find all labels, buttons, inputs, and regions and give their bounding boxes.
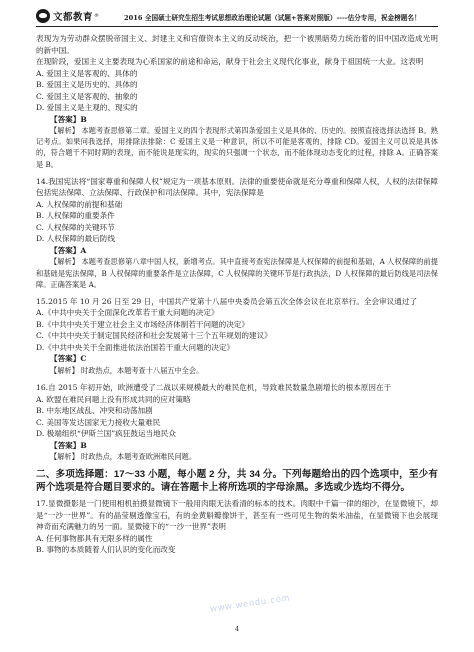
analysis: 【解析】 本题考查思修第二章。爱国主义的四个表现形式第四条爱国主义是具体的、历史的。按照直接选择法选择 B。熟记考点。如果问我选择，用排除法排除：C 爱国主义是一种意识，所以不可能是客观的，排除 CD。爱国主义可以说是具体的，符合题干不同时期的表现，而不能说是现实的，现实的只强调一个状态，而不能体现动态变化的过程，排除 A。正确答案是 B。 — [36, 126, 438, 169]
header-title: 2016 全国硕士研究生招生考试思想政治理论试题（试题+答案对照版）----估分专用，祝金榜题名！ — [124, 14, 421, 22]
question-stem: 17.显微摄影是一门使用相机拍摄显微镜下一般用肉眼无法看清的标本的技术。肉眼中千篇一律的细沙，在显微镜下，却是“一沙一世界”。有的晶莹剔透像宝石，有的金黄斛瓣像饼干，甚至有一些可见生物的柴米油盐，在显微镜下也会展现神奇而充满魅力的另一面。显微镜下的“一沙一世界”表明 — [36, 499, 438, 532]
option-a: A. 欧盟在难民问题上没有形成共同的应对策略 — [36, 394, 191, 404]
option-a: A. 爱国主义是客观的、具体的 — [36, 68, 138, 78]
logo-text: 文都教育 — [53, 12, 94, 23]
option-d: D. 极端组织“伊斯兰国”疯狂鼓运当地民众 — [36, 429, 176, 439]
option-a: A. 任何事物都具有无限多样的属性 — [36, 533, 153, 543]
question-stem: 16.自 2015 年初开始，欧洲遭受了二战以来规模最大的难民危机，导致难民数量急剧增长的根本原因在于 — [36, 383, 392, 393]
option-b: B. 中东地区战乱、冲突和动荡加剧 — [36, 406, 153, 416]
option-d: D. 人权保障的最后防线 — [36, 234, 115, 244]
page-content — [36, 33, 438, 556]
option-c: C. 人权保障的关键环节 — [36, 222, 115, 232]
question-stem: 14.我国宪法将“国家尊重和保障人权”规定为一项基本原则。法律的重要使命就是充分尊重和保障人权，人权的法律保障包括宪法保障、立法保障、行政保护和司法保障。其中，宪法保障是 — [36, 176, 438, 198]
question-stem: 15.2015 年 10 月 26 日至 29 日，中国共产党第十八届中央委员会第五次全体会议在北京举行。全会审议通过了 — [36, 296, 418, 306]
option-d: D. 爱国主义是主观的、现实的 — [36, 103, 138, 112]
option-c: C.《中共中央关于制定国民经济和社会发展第十三个五年规划的建议》 — [36, 331, 272, 341]
analysis: 【解析】 时政热点，本题考查欧洲难民问题。 — [50, 452, 197, 462]
option-d: D.《中共中央关于全面推进依法治国若干重大问题的决定》 — [36, 342, 235, 352]
question-15 — [36, 296, 438, 376]
option-b: B. 人权保障的重要条件 — [36, 211, 115, 221]
answer: 【答案】C — [50, 354, 87, 364]
option-a: A.《中共中央关于全面深化改革若干重大问题的决定》 — [36, 308, 219, 318]
option-b: B. 事物的本质随着人们认识的变化而改变 — [36, 545, 176, 555]
option-c: C. 爱国主义是客观的、抽象的 — [36, 91, 138, 101]
analysis: 【解析】 本题考查思修第八章中国人权，新增考点。其中直接考查宪法保障是人权保障的前提和基础，A 人权保障的前提和基础是宪法保障，B 人权保障的重要条件是立法保障，C 人权保障的关键环节是行政执法，D 人权保障的最后防线是司法保障。正确答案是 A。 — [36, 257, 438, 289]
wendu-logo — [36, 9, 99, 23]
page-header — [0, 0, 474, 30]
option-b: B.《中共中央关于建立社会主义市场经济体制若干问题的决定》 — [36, 319, 250, 329]
option-b: B. 爱国主义是历史的、具体的 — [36, 80, 138, 89]
answer: 【答案】B — [50, 114, 87, 124]
section-2-title: 二、多项选择题：17～33 小题，每小题 2 分，共 34 分。下列每题给出的四个选项中，至少有两个选项是符合题目要求的。请在答题卡上将所选项的字母涂黑。多选或少选均不得分。 — [36, 469, 438, 494]
analysis: 【解析】 时政热点，本题考查十八届五中全会。 — [50, 365, 204, 375]
option-c: C. 美国等发达国家无力接收大量难民 — [36, 417, 161, 427]
registered-mark: ® — [94, 13, 100, 19]
question-13-line-2: 在现阶段，爱国主义主要表现为心系国家的前途和命运，献身于社会主义现代化事业，献身于祖国统一大业。这表明 — [36, 57, 424, 66]
question-13-continued — [36, 33, 438, 170]
question-14 — [36, 176, 438, 290]
watermark: www.wendu.com — [209, 592, 291, 614]
option-a: A. 人权保障的前提和基础 — [36, 199, 123, 209]
question-16 — [36, 382, 438, 462]
page-number: 4 — [234, 625, 240, 633]
question-13-line-1: 表现为为劳动群众摆脱帝国主义、封建主义和官僚资本主义的反动统治，把一个被黑暗势力统治着的旧中国改造成光明的新中国。 — [36, 34, 438, 55]
logo-icon — [36, 9, 50, 23]
question-17 — [36, 498, 438, 556]
header-divider — [36, 26, 438, 27]
answer: 【答案】A — [50, 245, 87, 255]
answer: 【答案】B — [50, 440, 87, 450]
